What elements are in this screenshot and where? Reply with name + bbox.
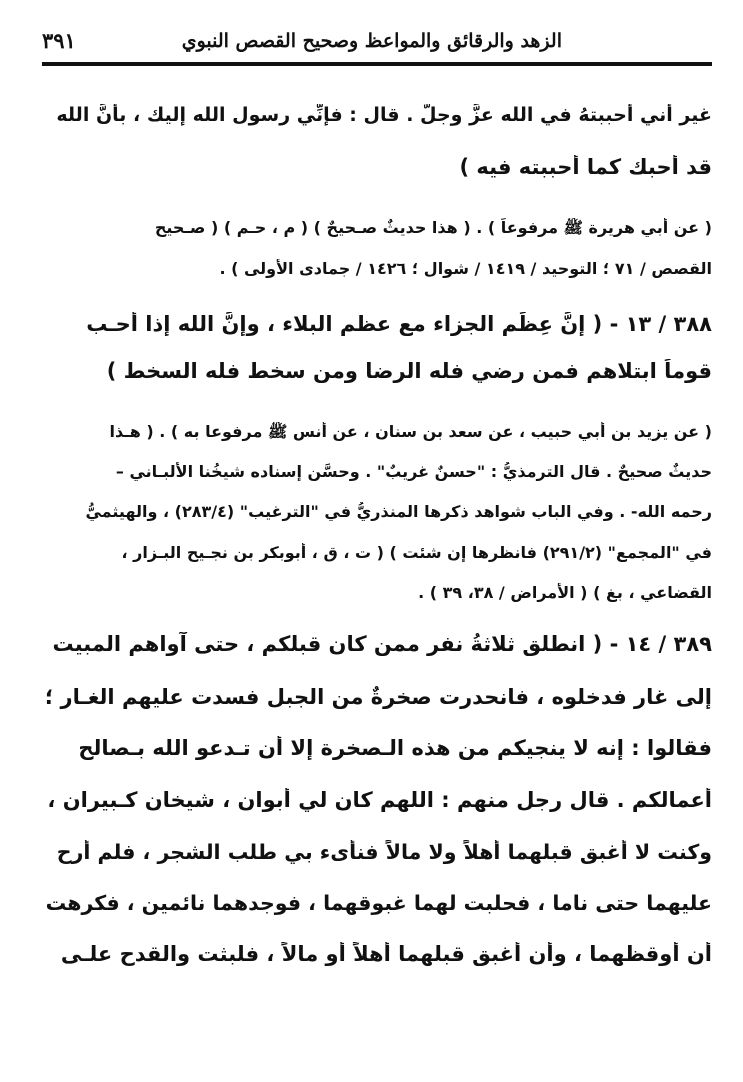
- header-rule: [42, 62, 712, 66]
- text-line: في "المجمع" (٢٩١/٢) فانظرها إن شئت ) ( ت ، ق ، أبوبكر بن نجـيح البـزار ،: [121, 543, 712, 562]
- text-line: قوماً ابتلاهم فمن رضي فله الرضا ومن سخط فله السخط ): [106, 359, 712, 383]
- text-line: إلى غارٍ فدخلوه ، فانحدرت صخرةٌ من الجبل فسدت عليهم الغـار ؛: [44, 685, 712, 709]
- running-header: [42, 26, 712, 60]
- text-line: ( عن يزيد بن أبي حبيب ، عن سعد بن سنان ، عن أنس ﷺ مرفوعا به ) . ( هـذا: [109, 422, 712, 441]
- text-line: ٣٨٩ / ١٤ - ( انطلق ثلاثةُ نفرٍ ممن كان قبلكم ، حتى آواهم المبيت: [52, 632, 712, 656]
- text-line: قد أحبك كما أحببته فيه ): [459, 155, 712, 179]
- text-line: فقالوا : إنه لا ينجيكم من هذه الـصخرة إلا أن تـدعو الله بـصالح: [78, 736, 712, 760]
- text-line: وكنت لا أغبق قبلهما أهلاً ولا مالاً فنأىء بي طلب الشجر ، فلم أرح: [56, 840, 712, 864]
- text-line: القضاعي ، بغ ) ( الأمراض / ٣٨، ٣٩ ) .: [418, 583, 712, 602]
- header-title: الزهد والرقائق والمواعظ وصحيح القصص النبوي: [181, 30, 562, 52]
- text-line: أعمالكم . قال رجل منهم : اللهم كان لي أبوان ، شيخان كـبيران ،: [47, 788, 712, 812]
- text-line: ٣٨٨ / ١٣ - ( إنَّ عِظَم الجزاء مع عظم البلاء ، وإنَّ الله إذا أحـب: [86, 312, 712, 336]
- text-line: رحمه الله- . وفي الباب شواهد ذكرها المنذريُّ في "الترغيب" (٢٨٣/٤) ، والهيثميُّ: [85, 502, 712, 521]
- text-line: أن أوقظهما ، وأن أغبق قبلهما أهلاً أو مالاً ، فلبثت والقدح علـى: [60, 942, 712, 966]
- text-line: القصص / ٧١ ؛ التوحيد / ١٤١٩ / شوال ؛ ١٤٢٦ / جمادى الأولى ) .: [219, 259, 712, 278]
- text-line: ( عن أبي هريرة ﷺ مرفوعاً ) . ( هذا حديثٌ صـحيحٌ ) ( م ، حـم ) ( صـحيح: [154, 218, 712, 237]
- text-line: حديثٌ صحيحٌ . قال الترمذيُّ : "حسنٌ غريبٌ" . وحسَّن إسناده شيخُنا الألبـاني –: [115, 462, 712, 481]
- text-line: عليهما حتى ناما ، فحلبت لهما غبوقهما ، فوجدهما نائمين ، فكرهت: [45, 891, 712, 915]
- page-number: ٣٩١: [42, 28, 76, 53]
- text-line: غير أني أحببتهُ في الله عزَّ وجلَّ . قال : فإنِّي رسول الله إليك ، بأنَّ الله: [56, 104, 712, 126]
